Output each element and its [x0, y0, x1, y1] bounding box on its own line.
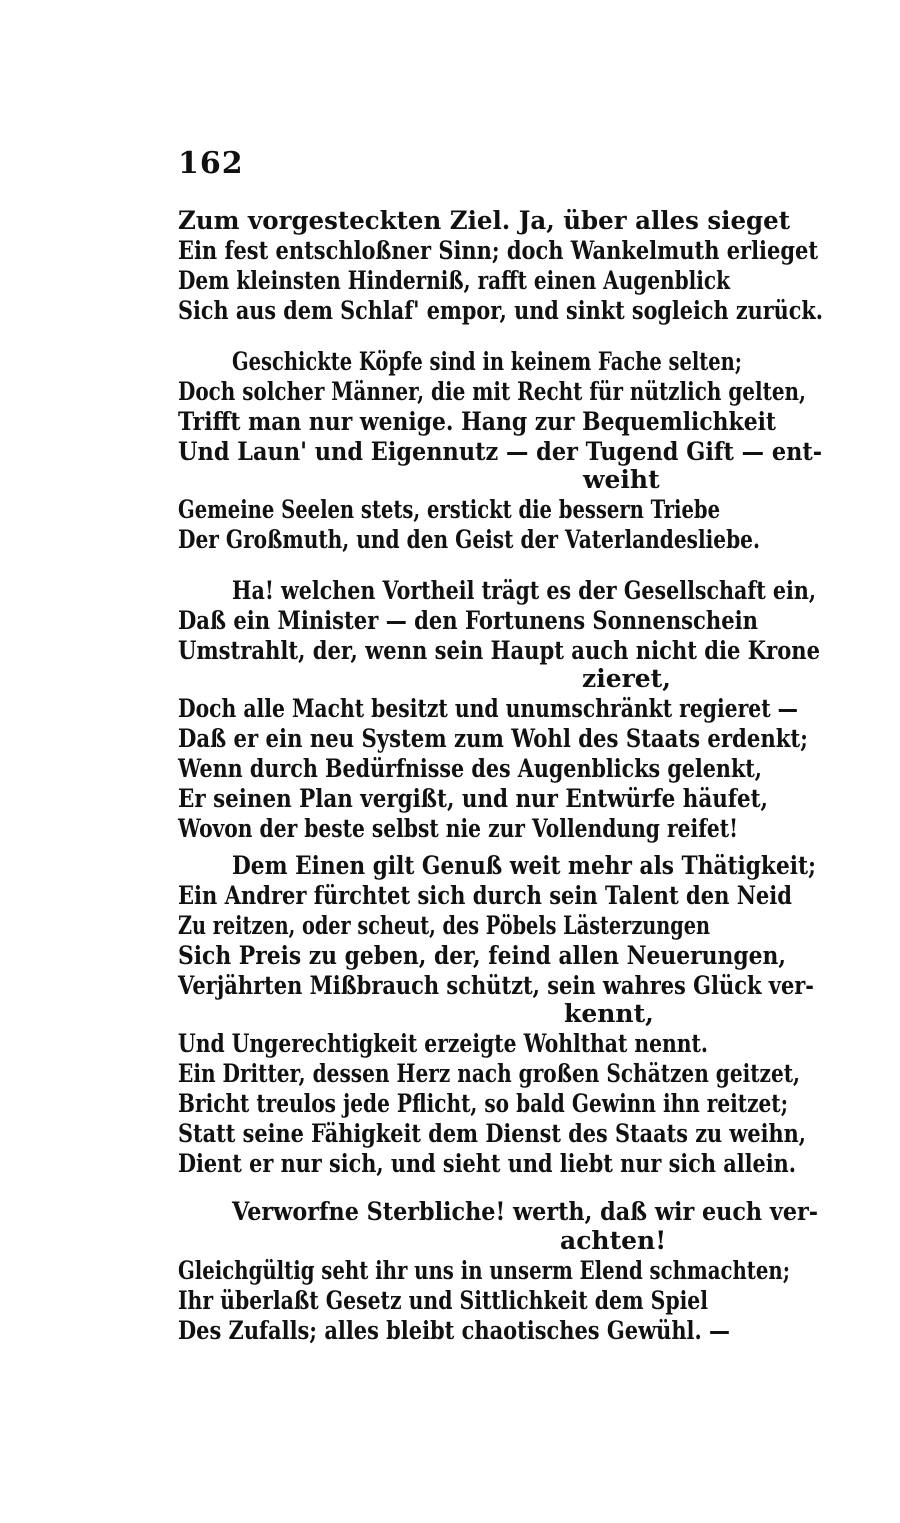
verse-line: Ein fest entschloßner Sinn; doch Wankelmuth erlieget — [178, 236, 818, 265]
verse-line-continuation: zieret, — [582, 664, 671, 693]
verse-line: Des Zufalls; alles bleibt chaotisches Gewühl. — — [178, 1316, 730, 1345]
verse-line: Dem Einen gilt Genuß weit mehr als Thätigkeit; — [232, 851, 816, 880]
verse-line-continuation: achten! — [560, 1226, 667, 1255]
verse-line: Zu reitzen, oder scheut, des Pöbels Lästerzungen — [178, 911, 710, 940]
verse-line: Trifft man nur wenige. Hang zur Bequemlichkeit — [178, 407, 776, 436]
verse-line: Umstrahlt, der, wenn sein Haupt auch nicht die Krone — [178, 636, 820, 665]
verse-line: Bricht treulos jede Pflicht, so bald Gewinn ihn reitzet; — [178, 1089, 788, 1118]
page-number: 162 — [178, 146, 244, 181]
verse-line: Verjährten Mißbrauch schützt, sein wahres Glück ver- — [178, 971, 814, 1000]
verse-line: Gemeine Seelen stets, erstickt die bessern Triebe — [178, 495, 720, 524]
verse-line: Doch solcher Männer, die mit Recht für nützlich gelten, — [178, 377, 806, 406]
verse-line: Gleichgültig seht ihr uns in unserm Elend schmachten; — [178, 1256, 790, 1285]
verse-line-continuation: weiht — [583, 465, 660, 494]
verse-line: Ha! welchen Vortheil trägt es der Gesellschaft ein, — [232, 576, 816, 605]
verse-line: Verworfne Sterbliche! werth, daß wir euch ver- — [232, 1197, 818, 1226]
verse-line: Zum vorgesteckten Ziel. Ja, über alles sieget — [178, 206, 790, 235]
verse-line: Doch alle Macht besitzt und unumschränkt regieret — — [178, 694, 798, 723]
verse-line: Wovon der beste selbst nie zur Vollendung reifet! — [178, 814, 738, 843]
verse-line: Und Laun' und Eigennutz — der Tugend Gift — ent- — [178, 437, 822, 466]
verse-line: Sich aus dem Schlaf' empor, und sinkt sogleich zurück. — [178, 296, 823, 325]
verse-line: Daß ein Minister — den Fortunens Sonnenschein — [178, 606, 758, 635]
verse-line: Der Großmuth, und den Geist der Vaterlandesliebe. — [178, 525, 760, 554]
verse-line: Statt seine Fähigkeit dem Dienst des Staats zu weihn, — [178, 1119, 806, 1148]
verse-line: Dient er nur sich, und sieht und liebt nur sich allein. — [178, 1149, 796, 1178]
verse-line: Dem kleinsten Hinderniß, rafft einen Augenblick — [178, 266, 730, 295]
verse-line: Ein Dritter, dessen Herz nach großen Schätzen geitzet, — [178, 1059, 800, 1088]
verse-line: Geschickte Köpfe sind in keinem Fache selten; — [232, 347, 742, 376]
verse-line-continuation: kennt, — [564, 999, 654, 1028]
verse-line: Und Ungerechtigkeit erzeigte Wohlthat nennt. — [178, 1029, 708, 1058]
verse-line: Er seinen Plan vergißt, und nur Entwürfe häufet, — [178, 784, 768, 813]
verse-line: Wenn durch Bedürfnisse des Augenblicks gelenkt, — [178, 754, 762, 783]
verse-line: Sich Preis zu geben, der, feind allen Neuerungen, — [178, 941, 786, 970]
verse-line: Ihr überlaßt Gesetz und Sittlichkeit dem Spiel — [178, 1286, 708, 1315]
verse-line: Daß er ein neu System zum Wohl des Staats erdenkt; — [178, 724, 808, 753]
verse-line: Ein Andrer fürchtet sich durch sein Talent den Neid — [178, 881, 792, 910]
